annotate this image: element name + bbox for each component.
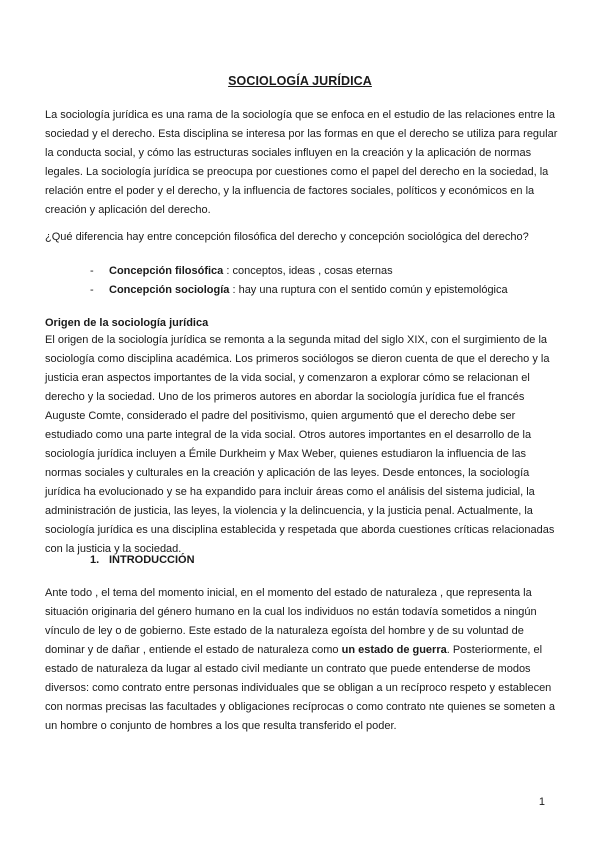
introduction-bold-text: un estado de guerra (341, 644, 447, 656)
list-dash: - (90, 265, 94, 277)
concept-list (90, 262, 550, 300)
list-item (90, 262, 550, 281)
list-text: : conceptos, ideas , cosas eternas (223, 265, 393, 277)
list-term: Concepción sociología (109, 284, 230, 296)
section-heading (90, 551, 195, 570)
origin-paragraph: El origen de la sociología jurídica se remonta a la segunda mitad del siglo XIX, con el surgimiento de la sociología como disciplina académica. Los primeros sociólogos se dieron cuenta de que el derecho y la justicia eran aspectos importantes de la vida social, y comenzaron a explorar cómo se relacionan el derecho y la sociedad. Uno de los primeros autores en abordar la sociología jurídica fue el francés Auguste Comte, considerado el padre del positivismo, quien argumentó que el derecho debe ser estudiado como una parte integral de la vida social. Otros autores importantes en el desarrollo de la sociología jurídica incluyen a Émile Durkheim y Max Weber, quienes estudiaron la influencia de las normas sociales y culturales en la creación y aplicación de las leyes. Desde entonces, la sociología jurídica ha evolucionado y se ha expandido para incluir áreas como el análisis del sistema judicial, la administración de justicia, las leyes, la violencia y la delincuencia, y la justicia penal. Actualmente, la sociología jurídica es una disciplina establecida y respetada que aborda cuestiones críticas relacionadas con la justicia y la sociedad. (45, 334, 555, 555)
question-paragraph: ¿Qué diferencia hay entre concepción filosófica del derecho y concepción sociológica del derecho? (45, 231, 529, 243)
introduction-text: Ante todo , el tema del momento inicial, en el momento del estado de naturaleza , que representa la situación originaria del género humano en la cual los individuos no están todavía sometidos a ningún vínculo de ley o de gobierno. Este estado de la naturaleza egoísta del hombre y de su voluntad de dominar y de dañar , entiende el estado de naturaleza como (45, 587, 537, 656)
list-term: Concepción filosófica (109, 265, 224, 277)
list-text: : hay una ruptura con el sentido común y epistemológica (229, 284, 508, 296)
introduction-text-continued: . Posteriormente, el estado de naturaleza da lugar al estado civil mediante un contrato que puede entenderse de modos diversos: como contrato entre personas individuales que se obligan a un recíproco respeto y establecen con normas precisas las facultades y obligaciones recíprocas o como contrato nte quienes se someten a un hombre o conjunto de hombres a los que resulta transferido el poder. (45, 644, 555, 732)
list-item (90, 281, 550, 300)
section-title: INTRODUCCIÓN (109, 554, 195, 566)
origin-heading: Origen de la sociología jurídica (45, 317, 209, 329)
page-number: 1 (538, 796, 545, 808)
intro-paragraph: La sociología jurídica es una rama de la sociología que se enfoca en el estudio de las relaciones entre la sociedad y el derecho. Esta disciplina se interesa por las formas en que el derecho se utiliza para regular la conducta social, y cómo las estructuras sociales influyen en la creación y la aplicación de normas legales. La sociología jurídica se preocupa por cuestiones como el papel del derecho en la sociedad, la relación entre el poder y el derecho, y la influencia de factores sociales, políticos y económicos en la creación y aplicación del derecho. (45, 109, 558, 216)
section-number: 1. (90, 554, 100, 566)
list-dash: - (90, 284, 94, 296)
introduction-paragraph (45, 584, 560, 736)
document-title: SOCIOLOGÍA JURÍDICA (228, 74, 372, 88)
